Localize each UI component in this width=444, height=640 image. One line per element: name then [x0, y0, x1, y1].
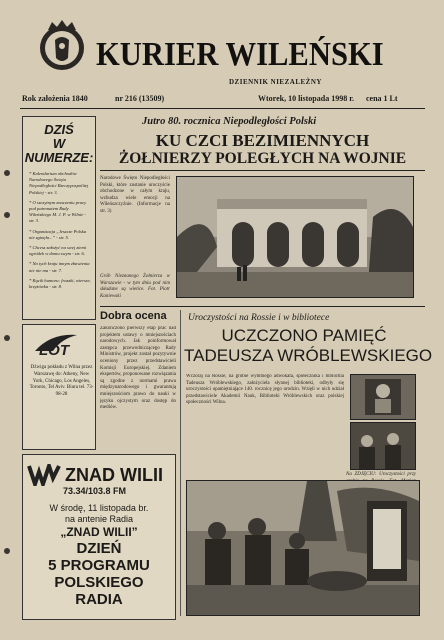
dobra-ocena-heading: Dobra ocena [100, 310, 167, 322]
main-article-kicker: Jutro 80. rocznica Niepodległości Polski [142, 116, 317, 127]
list-item: * Organizacja „Jeszcze Polska nie zginęła...” - str. 5. [29, 228, 87, 240]
radio-wave-icon [27, 464, 61, 486]
issue-price: cena 1 Lt [366, 94, 398, 103]
headline-rule [100, 170, 425, 171]
wroblewski-kicker: Uroczystości na Rossie i w bibliotece [188, 313, 330, 323]
wroblewski-caption: Na ZDJĘCIU: Uroczystości przy [346, 472, 416, 477]
section-rule [100, 306, 425, 307]
in-this-issue-heading: DZIŚ W NUMERZE: [24, 122, 94, 165]
grave-ceremony-photo [186, 480, 420, 616]
radio-ad-text: W środę, 11 listopada br. na antenie Radia „ZNAD WILII” DZIEŃ 5 PROGRAMU POLSKIEGO RADIA [48, 503, 150, 608]
lot-ad [22, 324, 96, 450]
newspaper-title: KURIER WILEŃSKI [96, 36, 384, 73]
lot-ad-text: Dźwiga pokładu z Wilna przez Warszawę do: Atheny, New York, Chicago, Los Angeles, Toronto, Tel Aviv. Biura tel. 73-98-28 [29, 365, 94, 398]
masthead-rule [20, 108, 425, 109]
vilnius-crest-icon [38, 18, 86, 76]
svg-text:LOT: LOT [39, 342, 69, 357]
issue-date: Wtorek, 10 listopada 1998 r. [258, 94, 355, 103]
dobra-ocena-text: Zakończono pierwszy etap prac nad projektem ustawy o mniejszościach narodowych. Jak poinformował zastępca przewodniczącego Rady Ministrów, projekt został pozytywnie oceniony przez przedstawicieli Komisji Europejskiej. Zdaniem ekspertów, proponowane rozwiązania są zgodne z normami prawa międzynarodowego i gwarantują mniejszościom prawo do nauki w języku ojczystym oraz dostęp do mediów. [100, 326, 176, 411]
list-item: * Kalendarium obchodów Narodowego Święta Niepodległości Rzeczypospolitej Polskiej - str. 3. [29, 171, 89, 195]
issue-number: nr 216 (13509) [115, 94, 165, 103]
library-ceremony-photo [350, 422, 416, 470]
radio-name: ZNAD WILII [65, 464, 163, 485]
column-divider [180, 310, 181, 616]
newspaper-subtitle: DZIENNIK NIEZALEŻNY [229, 78, 322, 86]
list-item: * Kącik humoru: fraszki, wiersze, krzyżówka - str. 8. [29, 277, 91, 290]
in-this-issue-box [22, 116, 96, 320]
wroblewski-portrait-photo [350, 374, 416, 420]
list-item: * Chcesz założyć na swej ziemi ogródek w domu swym - str. 6. [29, 245, 87, 257]
wroblewski-headline: UCZCZONO PAMIĘĆ TADEUSZA WRÓBLEWSKIEGO [184, 326, 433, 365]
wroblewski-text: Wczoraj na Rossie, na grobie wybitnego adwokata, społecznika i bibliofila Tadeusza Wróblewskiego, założyciela słynnej biblioteki, odbyły się uroczystości upamiętniające 140. rocznicę jego urodzin. Wzięli w nich udział przedstawiciele Akademii Nauk, Biblioteki Wróblewskich oraz polskiej społeczności Wilna. [186, 374, 344, 406]
tomb-of-unknown-soldier-photo [176, 176, 414, 298]
main-article-caption: Grób Nieznanego Żołnierza w Warszawie - w tym dniu pod nim składane są wieńce. Fot. Piotr Kaniewski [100, 274, 170, 299]
founded-year: Rok założenia 1840 [22, 94, 88, 103]
main-article-headline: KU CZCI BEZIMIENNYCH ŻOŁNIERZY POLEGŁYCH NA WOJNIE [118, 131, 407, 167]
masthead [30, 14, 425, 92]
list-item: * O szczytnym znaczeniu pracy pod patronatem Rady Wileńskiego M. J. P. w Wilnie - str. 3. [29, 199, 87, 224]
issue-info-bar [20, 92, 425, 106]
radio-frequency: 73.34/103.8 FM [63, 486, 127, 496]
lot-logo-icon [31, 329, 81, 357]
list-item: * Na tych kraju innym zbawienia nie nie ma - str. 7. [29, 261, 90, 273]
main-article-text: Narodowe Święto Niepodległości Polski, które zostanie uroczyście obchodzone w całym kraju, wzbudza wiele emocji na Wileńszczyźnie. (Informacje na str. 3) [100, 176, 170, 214]
in-this-issue-list [23, 171, 95, 290]
